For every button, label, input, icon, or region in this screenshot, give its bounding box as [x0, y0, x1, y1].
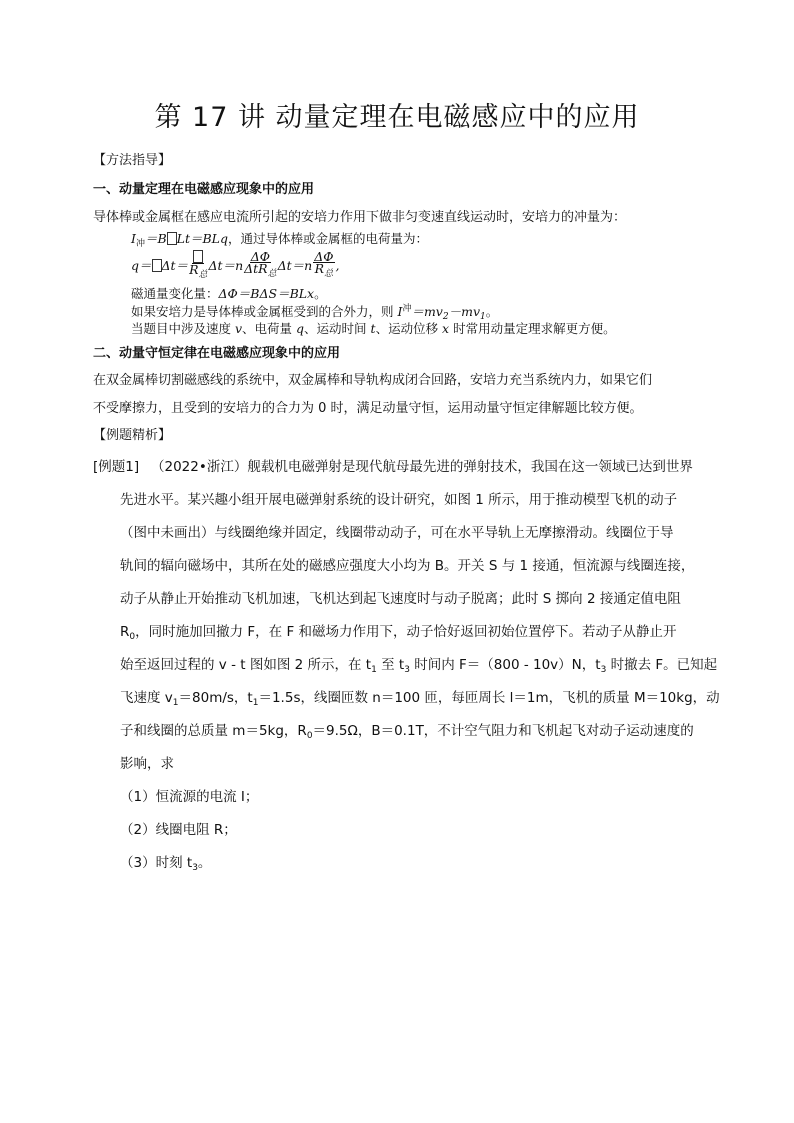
- example-line: 轨间的辐向磁场中，其所在处的磁感应强度大小均为 B。开关 S 与 1 接通，恒流源与线圈连接，: [120, 558, 695, 574]
- example-line: $R_0$，同时施加回撤力 F，在 F 和磁场力作用下，动子恰好返回初始位置停下。若动子从静止开: [120, 624, 677, 642]
- missing-glyph-icon: [167, 232, 177, 245]
- example-tag: [例题1]: [93, 459, 140, 475]
- example-line: 子和线圈的总质量 m＝5kg，$R_0=9.5\Omega$，B＝0.1T，不计空气阻力和飞机起飞对动子运动速度的: [120, 723, 694, 741]
- example-line: 动子从静止开始推动飞机加速，飞机达到起飞速度时与动子脱离；此时 S 掷向 2 接通定值电阻: [120, 591, 681, 607]
- page-title: 第 17 讲 动量定理在电磁感应中的应用: [154, 102, 640, 133]
- section1-intro: 导体棒或金属框在感应电流所引起的安培力作用下做非匀变速直线运动时，安培力的冲量为：: [93, 210, 627, 225]
- question-2: （2）线圈电阻 R；: [120, 822, 237, 838]
- example-line: （2022•浙江）舰载机电磁弹射是现代航母最先进的弹射技术，我国在这一领域已达到世界: [151, 459, 693, 475]
- net-force-line: 如果安培力是导体棒或金属框受到的合外力，则 $I^冲=mv_2-mv_1$。: [131, 304, 499, 322]
- section2-line: 在双金属棒切割磁感线的系统中，双金属棒和导轨构成闭合回路，安培力充当系统内力，如果它们: [93, 373, 653, 388]
- example-line: 飞速度 $v_1=80m/s$，$t_1=1.5s$，线圈匝数 n＝100 匝，每匝周长 l＝1m，飞机的质量 M＝10kg，动: [120, 690, 720, 708]
- section1-heading: 一、动量定理在电磁感应现象中的应用: [93, 182, 315, 197]
- question-1: （1）恒流源的电流 I；: [120, 789, 259, 805]
- examples-heading: 【例题精析】: [93, 428, 172, 443]
- flux-line: 磁通量变化量：ΔΦ＝BΔS＝BLx。: [131, 286, 327, 301]
- question-3: （3）时刻 $t_3$。: [120, 855, 212, 873]
- impulse-formula: $I_冲=B$ Lt＝BLq，通过导体棒或金属框的电荷量为：: [131, 231, 428, 249]
- example-line: （图中未画出）与线圈绝缘并固定，线圈带动动子，可在水平导轨上无摩擦滑动。线圈位于导: [120, 525, 674, 541]
- section2-line: 不受摩擦力，且受到的安培力的合力为 0 时，满足动量守恒，运用动量守恒定律解题比较方便。: [93, 401, 643, 416]
- example-line: 始至返回过程的 v - t 图如图 2 所示，在 $t_1$ 至 $t_3$ 时间内 F＝（800 - 10v）N，$t_3$ 时撤去 F。已知起: [120, 657, 718, 675]
- fraction-1: $R_总$: [189, 250, 207, 281]
- section2-heading: 二、动量守恒定律在电磁感应现象中的应用: [93, 346, 341, 361]
- missing-glyph-icon: [152, 259, 162, 272]
- fraction-2: $\frac{\Delta\Phi}{\Delta tR_总}$: [244, 248, 277, 279]
- method-heading: 【方法指导】: [93, 153, 172, 168]
- example-line: 影响，求: [120, 756, 174, 772]
- charge-formula: q＝ Δt＝ $R_总$ Δt＝n $\frac{\Delta\Phi}{\Delta tR_总}$ Δt＝n $\frac{\Delta\Phi}{R_总}$ ,: [131, 248, 340, 280]
- example-line: 先进水平。某兴趣小组开展电磁弹射系统的设计研究，如图 1 所示，用于推动模型飞机的动子: [120, 492, 678, 508]
- when-line: 当题目中涉及速度 v、电荷量 q、运动时间 t、运动位移 x 时常用动量定理求解更方便。: [131, 321, 616, 336]
- fraction-3: $\frac{\Delta\Phi}{R_总}$: [314, 248, 334, 279]
